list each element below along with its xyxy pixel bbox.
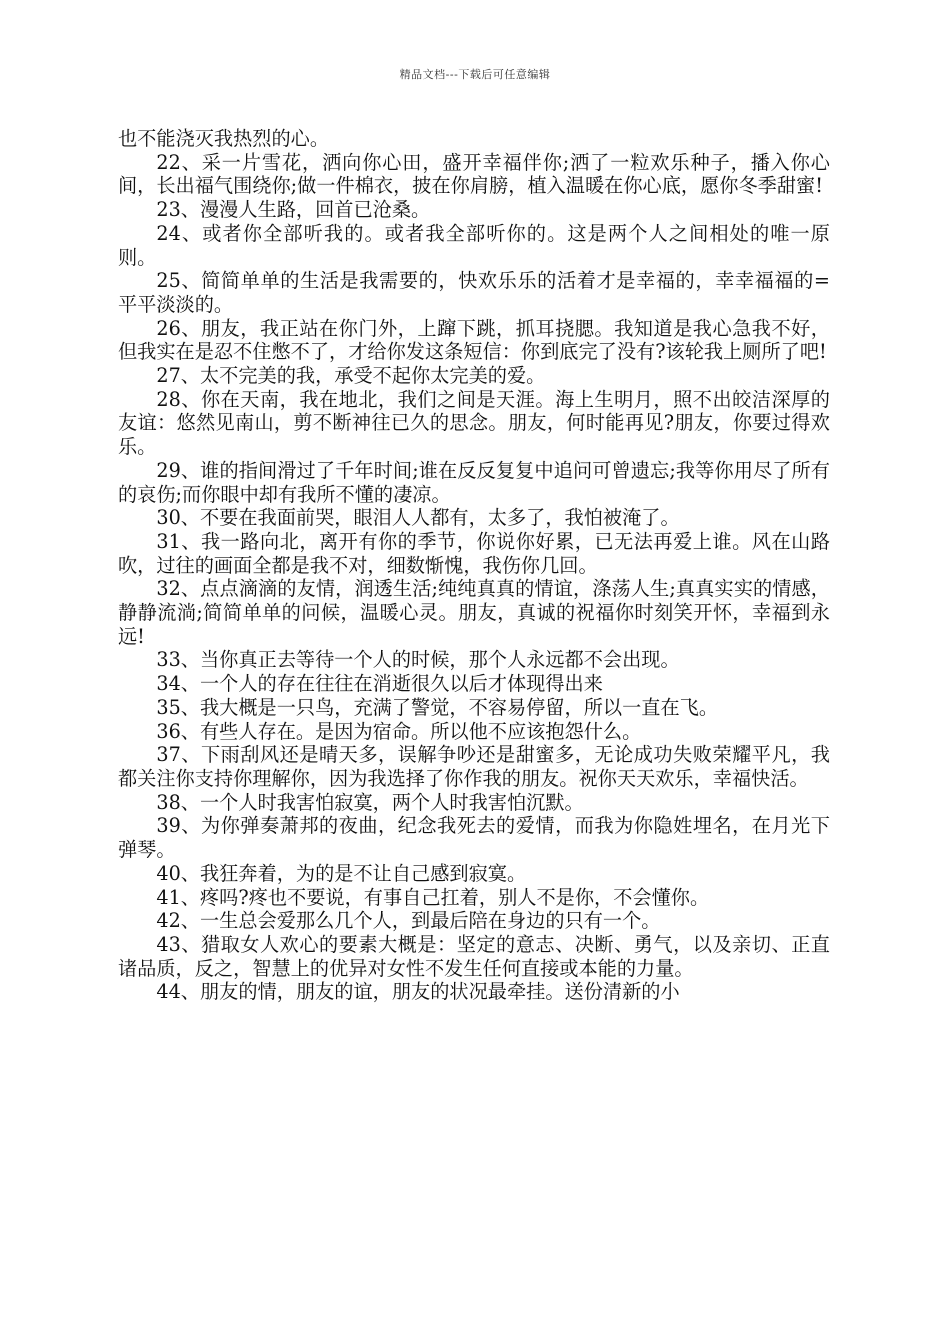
paragraph-22: 22、采一片雪花，洒向你心田，盛开幸福伴你;洒了一粒欢乐种子，播入你心间，长出福气围绕你;做一件棉衣，披在你肩膀，植入温暖在你心底，愿你冬季甜蜜!	[118, 150, 830, 198]
paragraph-42: 42、一生总会爱那么几个人，到最后陪在身边的只有一个。	[156, 909, 661, 933]
paragraph-40: 40、我狂奔着，为的是不让自己感到寂寞。	[156, 861, 527, 885]
paragraph-31: 31、我一路向北，离开有你的季节，你说你好累，已无法再爱上谁。风在山路吹，过往的画面全都是我不对，细数惭愧，我伤你几回。	[118, 529, 830, 577]
paragraph-continuation: 也不能浇灭我热烈的心。	[118, 127, 330, 150]
paragraph-23: 23、漫漫人生路，回首已沧桑。	[156, 198, 431, 222]
page-header: 精品文档---下载后可任意编辑	[399, 68, 551, 81]
paragraph-41: 41、疼吗?疼也不要说，有事自己扛着，别人不是你，不会懂你。	[156, 885, 710, 909]
paragraph-26: 26、朋友，我正站在你门外，上蹿下跳，抓耳挠腮。我知道是我心急我不好，但我实在是忍不住憋不了，才给你发这条短信：你到底完了没有?该轮我上厕所了吧!	[118, 316, 830, 364]
paragraph-36: 36、有些人存在。是因为宿命。所以他不应该抱怨什么。	[156, 719, 642, 743]
paragraph-39: 39、为你弹奏萧邦的夜曲，纪念我死去的爱情，而我为你隐姓埋名，在月光下弹琴。	[118, 814, 830, 862]
paragraph-32: 32、点点滴滴的友情，润透生活;纯纯真真的情谊，涤荡人生;真真实实的情感，静静流淌;简简单单的问候，温暖心灵。朋友，真诚的祝福你时刻笑开怀，幸福到永远!	[118, 577, 830, 648]
paragraph-34: 34、一个人的存在往往在消逝很久以后才体现得出来	[156, 672, 603, 696]
paragraph-43: 43、猎取女人欢心的要素大概是：坚定的意志、决断、勇气，以及亲切、正直诸品质，反之，智慧上的优异对女性不发生任何直接或本能的力量。	[118, 932, 830, 980]
paragraph-25: 25、简简单单的生活是我需要的，快欢乐乐的活着才是幸福的，幸幸福福的=平平淡淡的。	[118, 269, 830, 316]
paragraph-28: 28、你在天南，我在地北，我们之间是天涯。海上生明月，照不出皎洁深厚的友谊：悠然见南山，剪不断神往已久的思念。朋友，何时能再见?朋友，你要过得欢乐。	[118, 387, 830, 459]
paragraph-27: 27、太不完美的我，承受不起你太完美的爱。	[156, 364, 546, 388]
paragraph-44: 44、朋友的情，朋友的谊，朋友的状况最牵挂。送份清新的小	[156, 980, 680, 1004]
paragraph-38: 38、一个人时我害怕寂寞，两个人时我害怕沉默。	[156, 790, 584, 814]
paragraph-33: 33、当你真正去等待一个人的时候，那个人永远都不会出现。	[156, 648, 680, 672]
paragraph-37: 37、下雨刮风还是晴天多，误解争吵还是甜蜜多，无论成功失败荣耀平凡，我都关注你支持你理解你，因为我选择了你作我的朋友。祝你天天欢乐，幸福快活。	[118, 743, 830, 790]
paragraph-30: 30、不要在我面前哭，眼泪人人都有，太多了，我怕被淹了。	[156, 506, 680, 530]
paragraph-29: 29、谁的指间滑过了千年时间;谁在反反复复中追问可曾遗忘;我等你用尽了所有的哀伤;而你眼中却有我所不懂的凄凉。	[118, 458, 830, 506]
paragraph-35: 35、我大概是一只鸟，充满了警觉，不容易停留，所以一直在飞。	[156, 695, 719, 719]
document-body	[118, 127, 830, 1004]
paragraph-24: 24、或者你全部听我的。或者我全部听你的。这是两个人之间相处的唯一原则。	[118, 221, 830, 269]
